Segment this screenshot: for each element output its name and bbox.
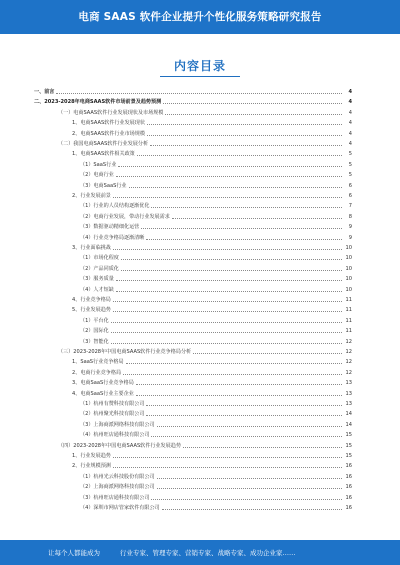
- toc-entry[interactable]: [80, 316, 352, 324]
- toc-entry-label: 2、电商行业竞争格局: [72, 369, 122, 376]
- toc-entry[interactable]: [80, 503, 352, 511]
- toc-leader-dots: [113, 301, 342, 302]
- toc-entry-label: （1）杭州有赞科技有限公司: [80, 401, 145, 407]
- toc-entry-label: （一）电商SAAS软件行业发展现状及市场规模: [58, 109, 164, 116]
- toc-page-number: 4: [348, 99, 352, 106]
- toc-entry-label: （1）SaaS行业: [80, 161, 117, 168]
- toc-leader-dots: [113, 197, 342, 198]
- toc-entry-label: （4）深圳市网店管家软件有限公司: [80, 505, 160, 511]
- toc-page-number: 4: [348, 120, 352, 127]
- toc-page-number: 9: [348, 224, 352, 231]
- toc-leader-dots: [151, 499, 342, 500]
- toc-entry[interactable]: [80, 201, 352, 209]
- toc-leader-dots: [116, 291, 342, 292]
- toc-page-number: 16: [345, 484, 352, 491]
- toc-entry-label: （二）我国电商SAAS软件行业发展分析: [58, 141, 149, 147]
- toc-leader-dots: [113, 249, 342, 250]
- toc-leader-dots: [147, 124, 342, 125]
- toc-entry[interactable]: [58, 441, 352, 449]
- toc-entry-label: 2、行业发展前景: [72, 193, 111, 199]
- toc-entry-label: （2）产品同质化: [80, 265, 119, 272]
- toc-page-number: 16: [345, 505, 352, 511]
- toc-leader-dots: [157, 478, 342, 479]
- toc-heading: 内容目录: [173, 59, 226, 73]
- toc-leader-dots: [165, 114, 342, 115]
- toc-leader-dots: [113, 457, 342, 458]
- header-banner: [0, 0, 400, 34]
- toc-page-number: 15: [345, 432, 352, 439]
- toc-page-number: 5: [348, 161, 352, 168]
- toc-page-number: 4: [348, 130, 352, 137]
- toc-page-number: 9: [348, 234, 352, 241]
- report-title: 电商 SAAS 软件企业提升个性化服务策略研究报告: [78, 11, 322, 23]
- toc-entry-label: （3）电商SaaS行业: [80, 182, 127, 189]
- toc-page-number: 12: [345, 349, 352, 355]
- toc-page-number: 8: [348, 213, 352, 220]
- toc-page-number: 4: [348, 89, 352, 95]
- toc-leader-dots: [121, 259, 342, 260]
- toc-page-number: 11: [345, 317, 352, 324]
- toc-leader-dots: [141, 228, 342, 229]
- toc-entry-label: （2）电商行业发展，带动行业发展需求: [80, 213, 170, 220]
- toc-entry-label: （三）2023-2028年中国电商SAAS软件行业竞争格局分析: [58, 349, 192, 355]
- toc-entry[interactable]: [72, 243, 352, 251]
- toc-leader-dots: [162, 509, 342, 510]
- toc-page-number: 4: [348, 141, 352, 147]
- toc-entry-label: （4）行业竞争格局逐渐清晰: [80, 234, 145, 241]
- toc-entry-label: （3）杭州旺店通科技有限公司: [80, 494, 150, 501]
- toc-leader-dots: [111, 322, 342, 323]
- toc-leader-dots: [151, 436, 342, 437]
- toc-entry[interactable]: [72, 368, 352, 376]
- toc-entry[interactable]: [72, 389, 352, 397]
- toc-entry[interactable]: [80, 181, 352, 189]
- toc-entry-label: （2）上海商派网络科技有限公司: [80, 484, 155, 491]
- toc-entry[interactable]: [80, 420, 352, 428]
- toc-leader-dots: [113, 311, 342, 312]
- footer-roles: 行业专家、管理专家、营销专家、战略专家、成功企业家……: [120, 549, 296, 557]
- toc-page-number: 11: [345, 307, 352, 314]
- toc-entry[interactable]: [80, 482, 352, 490]
- toc-leader-dots: [146, 405, 342, 406]
- toc-entry-label: （1）行业的人员结构逐渐优化: [80, 203, 150, 210]
- toc-entry-label: （1）平台化: [80, 317, 109, 324]
- toc-entry-label: （四）2023-2028年中国电商SAAS软件行业发展趋势: [58, 442, 181, 449]
- toc-entry-label: （3）上海商派网络科技有限公司: [80, 421, 155, 428]
- toc-entry-label: 2、行业规模预测: [72, 463, 111, 470]
- toc-page-number: 11: [345, 297, 352, 303]
- toc-page-number: 10: [345, 255, 352, 262]
- toc-entry[interactable]: [72, 461, 352, 469]
- toc-page-number: 13: [345, 401, 352, 407]
- toc-entry[interactable]: [80, 337, 352, 345]
- toc-page-number: 6: [348, 193, 352, 199]
- toc-leader-dots: [116, 176, 342, 177]
- toc-page-number: 14: [345, 421, 352, 428]
- toc-entry-label: 2、电商SAAS软件行业市场规模: [72, 130, 145, 137]
- toc-entry[interactable]: [72, 149, 352, 157]
- toc-entry[interactable]: [80, 253, 352, 261]
- toc-entry-label: 3、行业面临挑战: [72, 245, 111, 251]
- toc-entry[interactable]: [72, 118, 352, 126]
- toc-entry[interactable]: [80, 399, 352, 407]
- toc-heading-underline: [160, 76, 240, 77]
- toc-leader-dots: [123, 374, 342, 375]
- toc-leader-dots: [147, 135, 342, 136]
- toc-leader-dots: [157, 426, 342, 427]
- toc-leader-dots: [116, 280, 342, 281]
- toc-entry[interactable]: [72, 191, 352, 199]
- toc-leader-dots: [150, 145, 342, 146]
- toc-entry[interactable]: [72, 357, 352, 365]
- toc-leader-dots: [126, 363, 342, 364]
- toc-page-number: 16: [345, 494, 352, 501]
- toc-page-number: 10: [345, 286, 352, 293]
- toc-entry-label: 1、电商SAAS软件行业发展现状: [72, 120, 145, 127]
- toc-entry-label: 二、2023-2028年电商SAAS软件市场前景及趋势预测: [34, 99, 162, 106]
- toc-leader-dots: [111, 343, 342, 344]
- toc-page-number: 12: [345, 359, 352, 366]
- toc-entry[interactable]: [72, 129, 352, 137]
- toc-page-number: 16: [345, 463, 352, 470]
- toc-leader-dots: [151, 207, 342, 208]
- toc-entry[interactable]: [34, 87, 352, 95]
- toc-entry-label: 1、SaaS行业竞争格局: [72, 359, 124, 366]
- toc-page-number: 13: [345, 380, 352, 387]
- toc-leader-dots: [136, 395, 342, 396]
- toc-page-number: 7: [348, 203, 352, 210]
- toc-entry-label: 一、前言: [34, 89, 55, 95]
- toc-page-number: 16: [345, 473, 352, 480]
- toc-entry-label: （3）数据驱动精细化运营: [80, 224, 140, 231]
- toc-leader-dots: [163, 103, 342, 104]
- toc-entry[interactable]: [58, 139, 352, 147]
- toc-page-number: 15: [345, 442, 352, 449]
- toc-leader-dots: [56, 93, 342, 94]
- toc-page-number: 15: [345, 453, 352, 459]
- toc-entry[interactable]: [80, 326, 352, 334]
- toc-leader-dots: [118, 166, 342, 167]
- toc-page-number: 13: [345, 390, 352, 397]
- toc-leader-dots: [157, 488, 342, 489]
- toc-entry[interactable]: [80, 160, 352, 168]
- toc-entry-label: （1）杭州光云科技股份有限公司: [80, 473, 155, 480]
- toc-entry-label: 4、行业竞争格局: [72, 297, 111, 303]
- toc-leader-dots: [111, 332, 342, 333]
- toc-entry-label: 4、电商SaaS行业主要企业: [72, 390, 134, 397]
- toc-entry[interactable]: [80, 222, 352, 230]
- toc-leader-dots: [121, 270, 342, 271]
- toc-page-number: 5: [348, 172, 352, 179]
- toc-leader-dots: [183, 447, 342, 448]
- toc-entry[interactable]: [80, 170, 352, 178]
- toc-entry[interactable]: [80, 233, 352, 241]
- toc-entry[interactable]: [80, 212, 352, 220]
- toc-entry[interactable]: [72, 295, 352, 303]
- toc-entry[interactable]: [80, 285, 352, 293]
- toc-page-number: 4: [348, 109, 352, 116]
- toc-leader-dots: [172, 218, 342, 219]
- toc-entry[interactable]: [72, 305, 352, 313]
- toc-entry-label: （1）市场化程度: [80, 255, 119, 262]
- toc-entry-label: （2）国际化: [80, 328, 109, 335]
- toc-page-number: 10: [345, 276, 352, 283]
- toc-entry[interactable]: [80, 430, 352, 438]
- toc-entry[interactable]: [80, 493, 352, 501]
- toc-page-number: 14: [345, 411, 352, 418]
- toc-entry-label: （4）人才短缺: [80, 286, 114, 293]
- toc-entry-label: （2）杭州聚光科技有限公司: [80, 411, 145, 418]
- toc-entry[interactable]: [80, 274, 352, 282]
- toc-entry-label: （2）电商行业: [80, 172, 114, 179]
- toc-entry[interactable]: [72, 451, 352, 459]
- toc-leader-dots: [113, 467, 342, 468]
- toc-entry-label: 1、电商SAAS软件相关政策: [72, 151, 135, 158]
- toc-entry-label: 1、行业发展趋势: [72, 453, 111, 459]
- toc-leader-dots: [146, 239, 342, 240]
- toc-leader-dots: [136, 384, 342, 385]
- toc-page-number: 11: [345, 328, 352, 335]
- toc-leader-dots: [129, 187, 342, 188]
- toc-page-number: 12: [345, 338, 352, 345]
- footer-banner: [0, 540, 400, 565]
- toc-entry-label: （3）服务质量: [80, 276, 114, 283]
- toc-entry-label: （4）杭州旺店通科技有限公司: [80, 432, 150, 439]
- toc-entry-label: 5、行业发展趋势: [72, 307, 111, 314]
- toc-entry[interactable]: [72, 378, 352, 386]
- toc-entry-label: 3、电商SaaS行业竞争格局: [72, 380, 134, 387]
- footer-slogan: 让每个人都能成为: [48, 549, 100, 557]
- toc-leader-dots: [137, 155, 342, 156]
- toc-entry[interactable]: [34, 97, 352, 105]
- toc-entry[interactable]: [58, 347, 352, 355]
- toc-entry[interactable]: [80, 264, 352, 272]
- toc-leader-dots: [146, 415, 342, 416]
- toc-entry[interactable]: [80, 409, 352, 417]
- toc-entry[interactable]: [80, 472, 352, 480]
- toc-page-number: 12: [345, 369, 352, 376]
- toc-leader-dots: [193, 353, 342, 354]
- toc-entry-label: （3）智能化: [80, 338, 109, 345]
- toc-entry[interactable]: [58, 108, 352, 116]
- toc-page-number: 10: [345, 265, 352, 272]
- toc-page-number: 5: [348, 151, 352, 158]
- toc-page-number: 10: [345, 245, 352, 251]
- toc-page-number: 6: [348, 182, 352, 189]
